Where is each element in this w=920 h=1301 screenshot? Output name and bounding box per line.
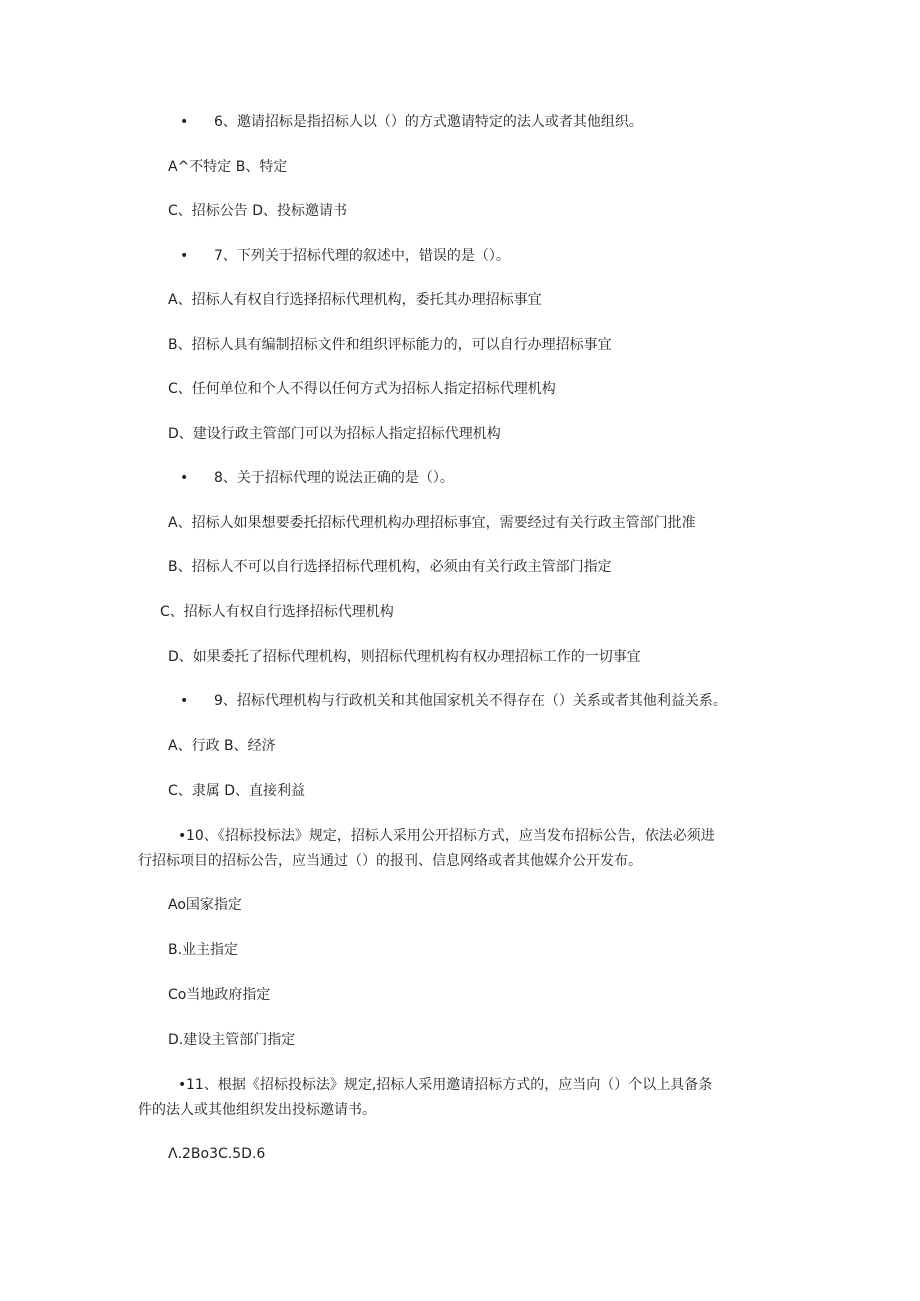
option-line: A^不特定 B、特定 [168, 159, 288, 175]
question-8 [180, 467, 454, 489]
question-stem: 8、关于招标代理的说法正确的是（）。 [214, 470, 454, 486]
option-c: C、任何单位和个人不得以任何方式为招标人指定招标代理机构 [168, 381, 556, 397]
option-line: Λ.2Bo3C.5D.6 [168, 1146, 266, 1162]
option-c: C、招标人有权自行选择招标代理机构 [160, 604, 394, 620]
question-stem: 7、下列关于招标代理的叙述中，错误的是（）。 [214, 248, 510, 264]
option-line: C、隶属 D、直接利益 [168, 783, 306, 799]
bullet: • [178, 828, 187, 844]
option-b: B、招标人具有编制招标文件和组织评标能力的，可以自行办理招标事宜 [168, 337, 612, 353]
question-10 [178, 825, 715, 847]
question-11 [178, 1074, 712, 1096]
bullet: • [180, 114, 189, 130]
option-d: D、如果委托了招标代理机构，则招标代理机构有权办理招标工作的一切事宜 [168, 649, 641, 665]
question-6 [180, 111, 643, 133]
question-9 [180, 690, 727, 712]
option-line: C、招标公告 D、投标邀请书 [168, 203, 348, 219]
option-d: D、建设行政主管部门可以为招标人指定招标代理机构 [168, 426, 501, 442]
bullet: • [180, 693, 189, 709]
question-stem: 6、邀请招标是指招标人以（）的方式邀请特定的法人或者其他组织。 [214, 114, 643, 130]
option-b: B.业主指定 [168, 942, 239, 958]
question-stem-line2: 件的法人或其他组织发出投标邀请书。 [138, 1102, 376, 1118]
option-d: D.建设主管部门指定 [168, 1032, 296, 1048]
option-line: A、行政 B、经济 [168, 738, 276, 754]
option-a: Ao国家指定 [168, 897, 242, 913]
option-a: A、招标人有权自行选择招标代理机构，委托其办理招标事宜 [168, 292, 542, 308]
option-a: A、招标人如果想要委托招标代理机构办理招标事宜，需要经过有关行政主管部门批准 [168, 515, 696, 531]
question-stem-line1: 11、根据《招标投标法》规定,招标人采用邀请招标方式的，应当向（）个以上具备条 [186, 1077, 713, 1093]
question-7 [180, 245, 510, 267]
option-c: Co当地政府指定 [168, 987, 271, 1003]
question-stem-line2: 行招标项目的招标公告，应当通过（）的报刊、信息网络或者其他媒介公开发布。 [138, 853, 642, 869]
option-b: B、招标人不可以自行选择招标代理机构，必须由有关行政主管部门指定 [168, 559, 612, 575]
question-stem: 9、招标代理机构与行政机关和其他国家机关不得存在（）关系或者其他利益关系。 [214, 693, 727, 709]
bullet: • [180, 470, 189, 486]
bullet: • [178, 1077, 187, 1093]
question-stem-line1: 10、《招标投标法》规定，招标人采用公开招标方式，应当发布招标公告，依法必须进 [186, 828, 715, 844]
bullet: • [180, 248, 189, 264]
